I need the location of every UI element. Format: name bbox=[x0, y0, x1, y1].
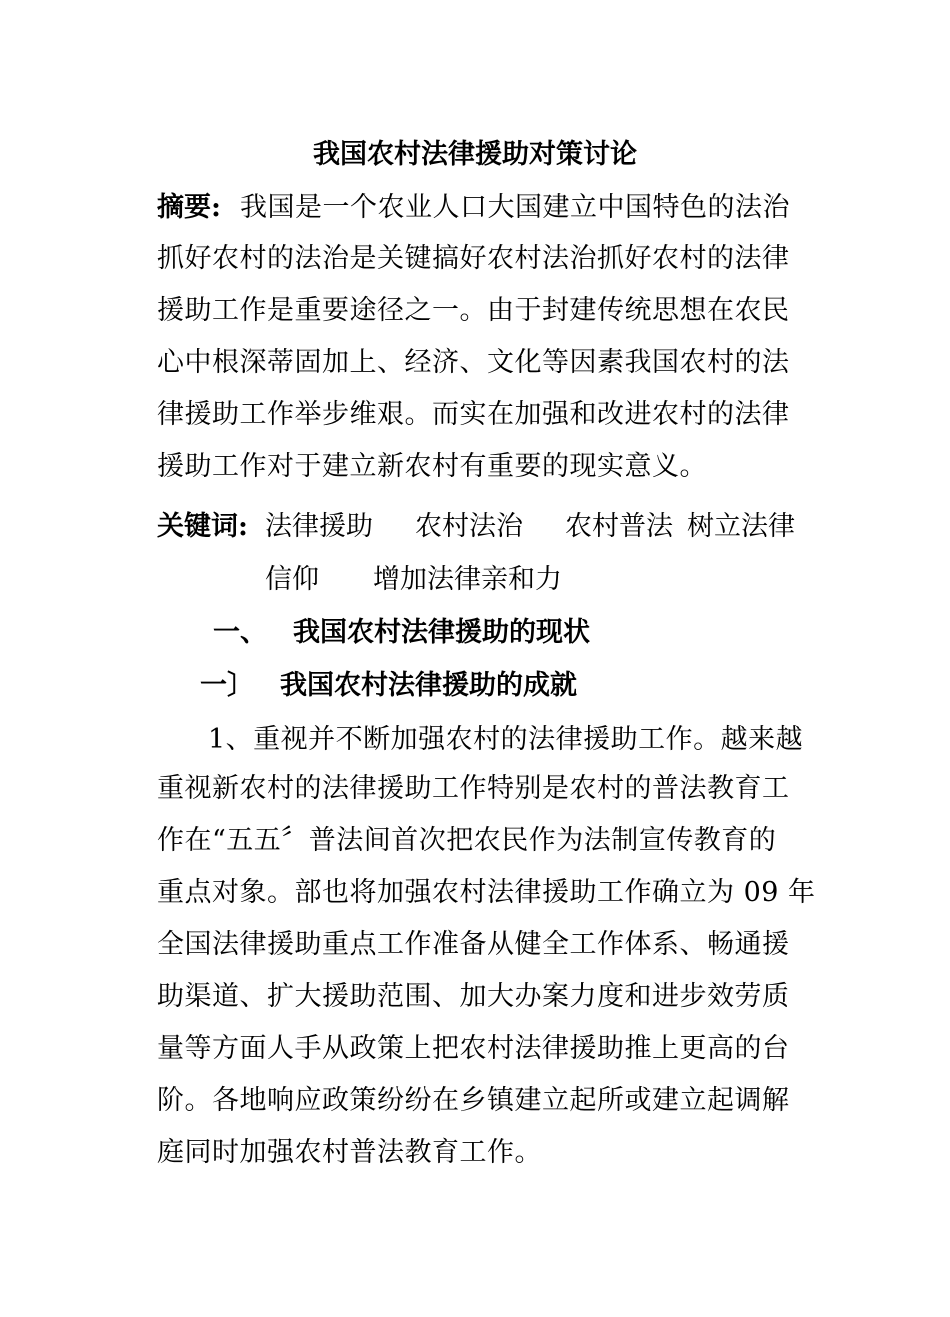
section-heading: 我国农村法律援助的现状 bbox=[293, 617, 590, 648]
subsection-heading: 我国农村法律援助的成就 bbox=[280, 670, 577, 701]
paragraph-line-5: 全国法律援助重点工作准备从健全工作体系、畅通援 bbox=[157, 929, 790, 960]
document-title: 我国农村法律援助对策讨论 bbox=[313, 139, 637, 170]
abstract-line-2: 抓好农村的法治是关键搞好农村法治抓好农村的法律 bbox=[157, 243, 790, 274]
keyword-item: 信仰 bbox=[265, 564, 319, 595]
section-number: 一、 bbox=[213, 617, 267, 648]
keyword-item: 增加法律亲和力 bbox=[373, 564, 562, 595]
abstract-line-1: 我国是一个农业人口大国建立中国特色的法治 bbox=[240, 192, 790, 223]
paragraph-line-4: 重点对象。部也将加强农村法律援助工作确立为 09 年 bbox=[157, 877, 816, 908]
subsection-number: 一〕 bbox=[200, 670, 254, 701]
keyword-item: 农村普法 bbox=[565, 511, 673, 542]
paragraph-line-3: 作在“五五〞普法间首次把农民作为法制宣传教育的 bbox=[157, 825, 777, 856]
abstract-body bbox=[157, 233, 797, 493]
keyword-item: 树立法律 bbox=[687, 511, 795, 542]
paragraph-line-6: 助渠道、扩大援助范围、加大办案力度和进步效劳质 bbox=[157, 981, 790, 1012]
paragraph-body bbox=[157, 763, 816, 1179]
paragraph-line-7: 量等方面人手从政策上把农村法律援助推上更高的台 bbox=[157, 1033, 790, 1064]
abstract-line-3: 援助工作是重要途径之一。由于封建传统思想在农民 bbox=[157, 295, 790, 326]
abstract-line-6: 援助工作对于建立新农村有重要的现实意义。 bbox=[157, 451, 707, 482]
paragraph-line-1: 1、重视并不断加强农村的法律援助工作。越来越 bbox=[208, 724, 804, 755]
paragraph-line-9: 庭同时加强农村普法教育工作。 bbox=[157, 1137, 542, 1168]
abstract-line-4: 心中根深蒂固加上、经济、文化等因素我国农村的法 bbox=[157, 347, 790, 378]
abstract-label: 摘要: bbox=[157, 192, 221, 223]
paragraph-line-8: 阶。各地响应政策纷纷在乡镇建立起所或建立起调解 bbox=[157, 1085, 790, 1116]
keyword-item: 法律援助 bbox=[265, 511, 373, 542]
keyword-item: 农村法治 bbox=[415, 511, 523, 542]
keywords-label: 关键词: bbox=[157, 511, 248, 542]
abstract-line-5: 律援助工作举步维艰。而实在加强和改进农村的法律 bbox=[157, 399, 790, 430]
paragraph-line-2: 重视新农村的法律援助工作特别是农村的普法教育工 bbox=[157, 773, 790, 804]
